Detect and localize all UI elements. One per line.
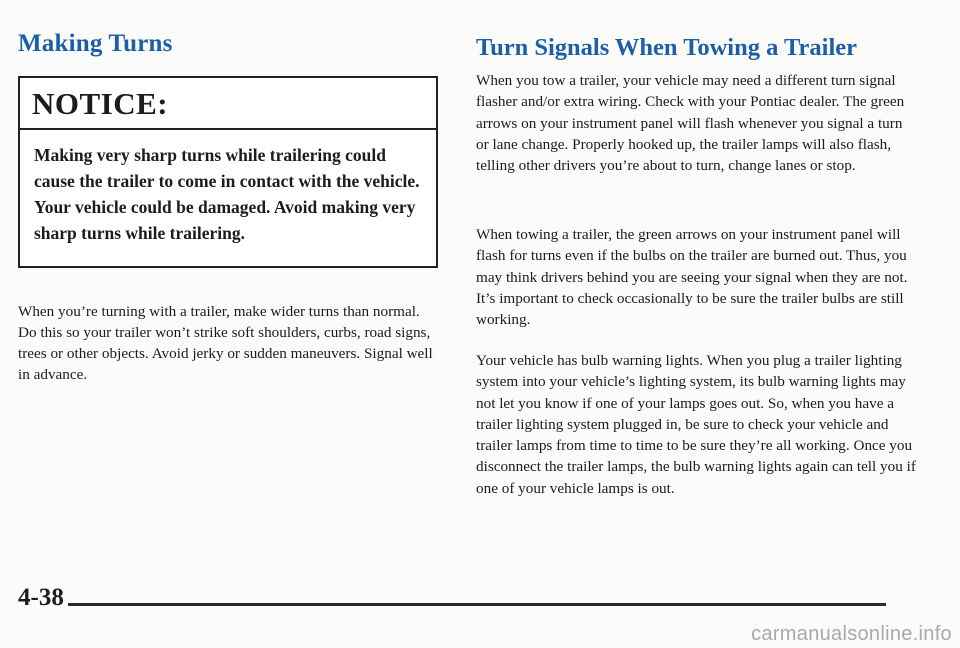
section-title-turn-signals: Turn Signals When Towing a Trailer bbox=[476, 34, 858, 61]
making-turns-paragraph: When you’re turning with a trailer, make wider turns than normal. Do this so your trailer won’t strike soft shoulders, curbs, road signs, trees or other objects. Avoid jerky or sudden maneuvers. Signal well in advance. bbox=[18, 303, 433, 384]
notice-body: Making very sharp turns while trailering could cause the trailer to come in contact with the vehicle. Your vehicle could be damaged. Avoid making very sharp turns while trailering. bbox=[34, 145, 420, 243]
notice-heading: NOTICE: bbox=[32, 86, 169, 121]
page-footer bbox=[18, 581, 888, 621]
turn-signals-paragraph-1: When you tow a trailer, your vehicle may need a different turn signal flasher and/or extra wiring. Check with your Pontiac dealer. The green arrows on your instrument panel will flash whenever you signal a turn or lane change. Properly hooked up, the trailer lamps will also flash, telling other drivers you’re about to turn, change lanes or stop. bbox=[476, 72, 905, 175]
left-column bbox=[18, 28, 442, 384]
turn-signals-paragraph-3: Your vehicle has bulb warning lights. When you plug a trailer lighting system into your vehicle’s lighting system, its bulb warning lights may not let you know if one of your lamps goes out. So, when you have a trailer lighting system plugged in, be sure to check your vehicle and trailer lamps from time to time to be sure they’re all working. Once you disconnect the trailer lamps, the bulb warning lights again can tell you if one of your vehicle lamps is out. bbox=[476, 352, 916, 497]
watermark: carmanualsonline.info bbox=[751, 623, 952, 645]
turn-signals-paragraph-2: When towing a trailer, the green arrows on your instrument panel will flash for turns even if the bulbs on the trailer are burned out. Thus, you may think drivers behind you are seeing your signal when they are not. It’s important to check occasionally to be sure the trailer bulbs are still working. bbox=[476, 226, 908, 329]
right-column bbox=[476, 32, 916, 497]
footer-rule bbox=[68, 603, 886, 606]
notice-header bbox=[20, 78, 436, 130]
section-title-making-turns: Making Turns bbox=[18, 30, 173, 57]
notice-box bbox=[18, 76, 438, 268]
page-number: 4-38 bbox=[18, 584, 64, 611]
